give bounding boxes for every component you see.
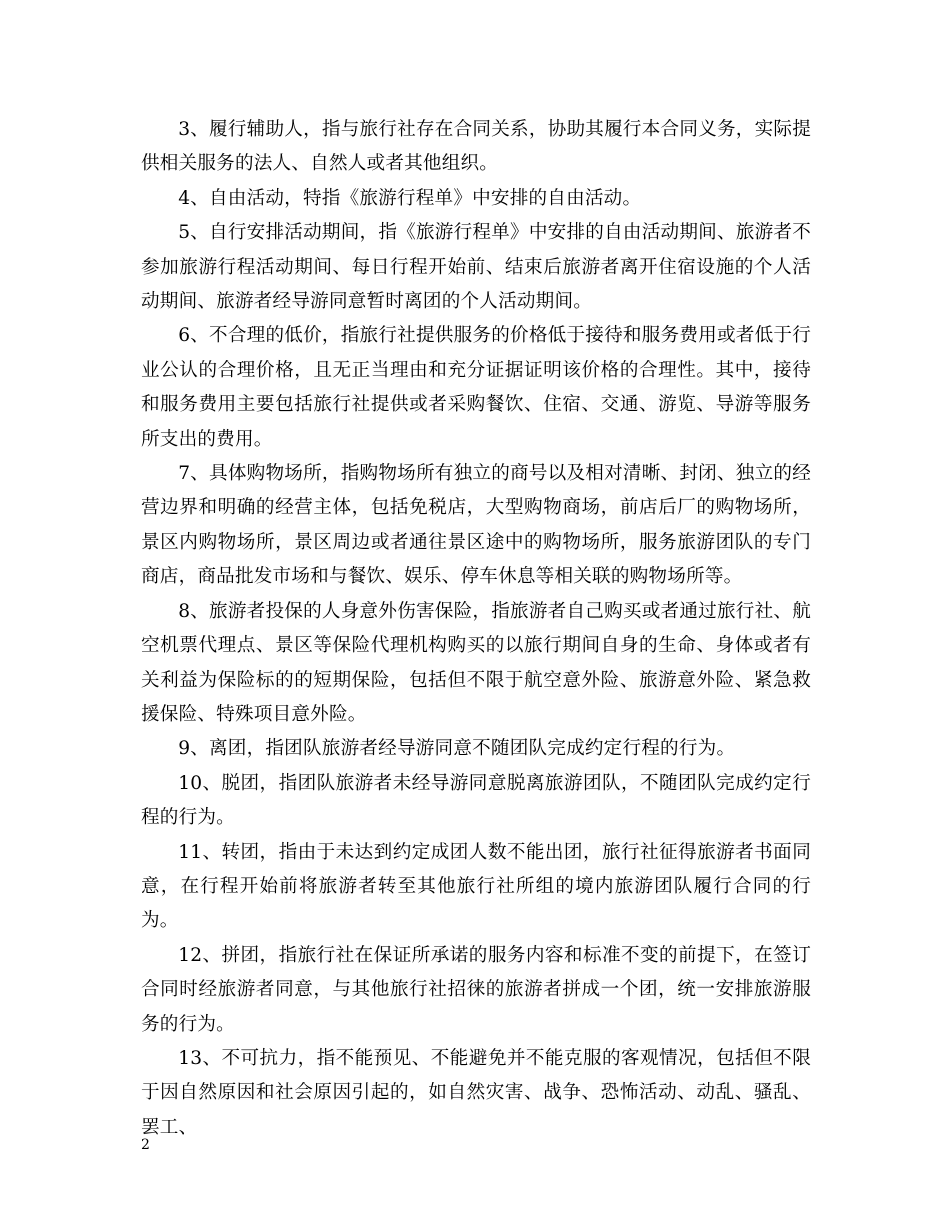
paragraph-item-5: 5、自行安排活动期间，指《旅游行程单》中安排的自由活动期间、旅游者不参加旅游行程活动期间、每日行程开始前、结束后旅游者离开住宿设施的个人活动期间、旅游者经导游同意暂时离团的个人活动期间。 <box>141 222 811 313</box>
paragraph-item-11: 11、转团，指由于未达到约定成团人数不能出团，旅行社征得旅游者书面同意，在行程开始前将旅游者转至其他旅行社所组的境内旅游团队履行合同的行为。 <box>141 841 811 932</box>
page-number: 2 <box>141 1137 150 1153</box>
paragraph-item-8: 8、旅游者投保的人身意外伤害保险，指旅游者自己购买或者通过旅行社、航空机票代理点、景区等保险代理机构购买的以旅行期间自身的生命、身体或者有关利益为保险标的的短期保险，包括但不限于航空意外险、旅游意外险、紧急救援保险、特殊项目意外险。 <box>141 600 811 725</box>
paragraph-item-6: 6、不合理的低价，指旅行社提供服务的价格低于接待和服务费用或者低于行业公认的合理价格，且无正当理由和充分证据证明该价格的合理性。其中，接待和服务费用主要包括旅行社提供或者采购餐饮、住宿、交通、游览、导游等服务所支出的费用。 <box>141 325 811 450</box>
paragraph-item-12: 12、拼团，指旅行社在保证所承诺的服务内容和标准不变的前提下，在签订合同时经旅游者同意，与其他旅行社招徕的旅游者拼成一个团，统一安排旅游服务的行为。 <box>141 944 811 1035</box>
paragraph-item-4: 4、自由活动，特指《旅游行程单》中安排的自由活动。 <box>178 187 642 209</box>
paragraph-item-10: 10、脱团，指团队旅游者未经导游同意脱离旅游团队，不随团队完成约定行程的行为。 <box>141 772 811 829</box>
paragraph-item-7: 7、具体购物场所，指购物场所有独立的商号以及相对清晰、封闭、独立的经营边界和明确的经营主体，包括免税店，大型购物商场，前店后厂的购物场所，景区内购物场所，景区周边或者通往景区途中的购物场所，服务旅游团队的专门商店，商品批发市场和与餐饮、娱乐、停车休息等相关联的购物场所等。 <box>141 463 811 588</box>
document-body <box>141 113 811 1145</box>
paragraph-item-9: 9、离团，指团队旅游者经导游同意不随团队完成约定行程的行为。 <box>178 738 736 760</box>
paragraph-item-3: 3、履行辅助人，指与旅行社存在合同关系，协助其履行本合同义务，实际提供相关服务的法人、自然人或者其他组织。 <box>141 119 811 175</box>
paragraph-item-13: 13、不可抗力，指不能预见、不能避免并不能克服的客观情况，包括但不限于因自然原因和社会原因引起的，如自然灾害、战争、恐怖活动、动乱、骚乱、罢工、 <box>141 1047 811 1138</box>
